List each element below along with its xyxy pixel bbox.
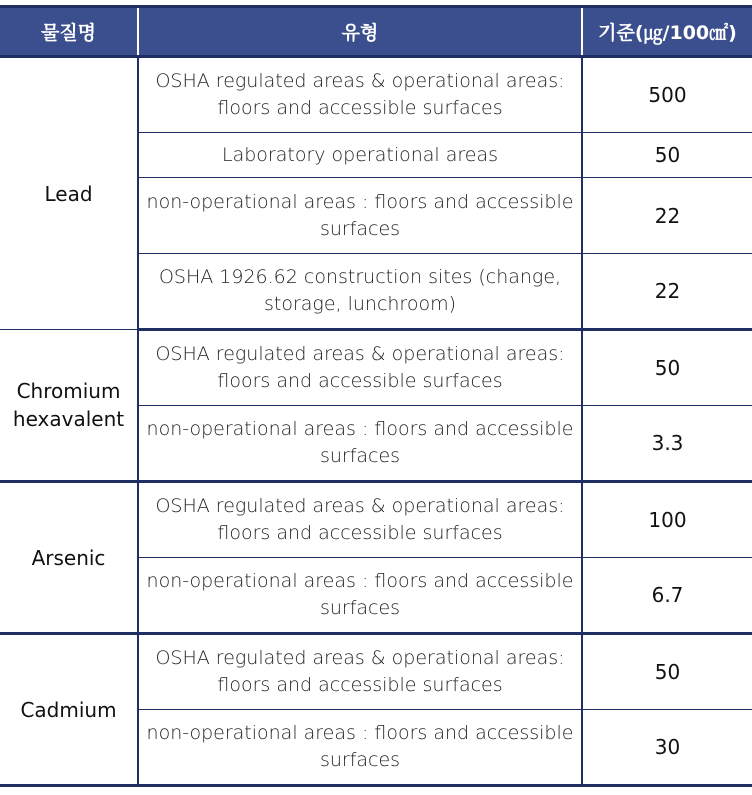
- substance-chromium-hexavalent: Chromium hexavalent: [0, 330, 138, 482]
- value-cell: 100: [582, 482, 752, 558]
- type-cell: OSHA regulated areas & operational areas: floors and accessible surfaces: [138, 482, 582, 558]
- type-cell: OSHA regulated areas & operational areas: floors and accessible surfaces: [138, 634, 582, 710]
- substance-arsenic: Arsenic: [0, 482, 138, 634]
- standards-table: [0, 5, 752, 787]
- header-standard: 기준(㎍/100㎠): [582, 7, 752, 57]
- table-row: [0, 330, 752, 406]
- header-row: [0, 7, 752, 57]
- header-substance: 물질명: [0, 7, 138, 57]
- value-cell: 50: [582, 634, 752, 710]
- type-cell: OSHA 1926.62 construction sites (change, storage, lunchroom): [138, 254, 582, 330]
- substance-lead: Lead: [0, 57, 138, 330]
- header-type: 유형: [138, 7, 582, 57]
- type-cell: non-operational areas : floors and accessible surfaces: [138, 558, 582, 634]
- table-header: [0, 7, 752, 57]
- value-cell: 6.7: [582, 558, 752, 634]
- value-cell: 30: [582, 710, 752, 786]
- type-cell: Laboratory operational areas: [138, 133, 582, 178]
- substance-cadmium: Cadmium: [0, 634, 138, 786]
- value-cell: 50: [582, 133, 752, 178]
- table-row: [0, 482, 752, 558]
- type-cell: OSHA regulated areas & operational areas: floors and accessible surfaces: [138, 57, 582, 133]
- table-row: [0, 57, 752, 133]
- type-cell: non-operational areas : floors and accessible surfaces: [138, 710, 582, 786]
- value-cell: 500: [582, 57, 752, 133]
- table-row: [0, 634, 752, 710]
- value-cell: 3.3: [582, 406, 752, 482]
- value-cell: 50: [582, 330, 752, 406]
- type-cell: non-operational areas : floors and accessible surfaces: [138, 406, 582, 482]
- type-cell: non-operational areas : floors and accessible surfaces: [138, 178, 582, 254]
- type-cell: OSHA regulated areas & operational areas: floors and accessible surfaces: [138, 330, 582, 406]
- value-cell: 22: [582, 178, 752, 254]
- table-body: [0, 57, 752, 786]
- value-cell: 22: [582, 254, 752, 330]
